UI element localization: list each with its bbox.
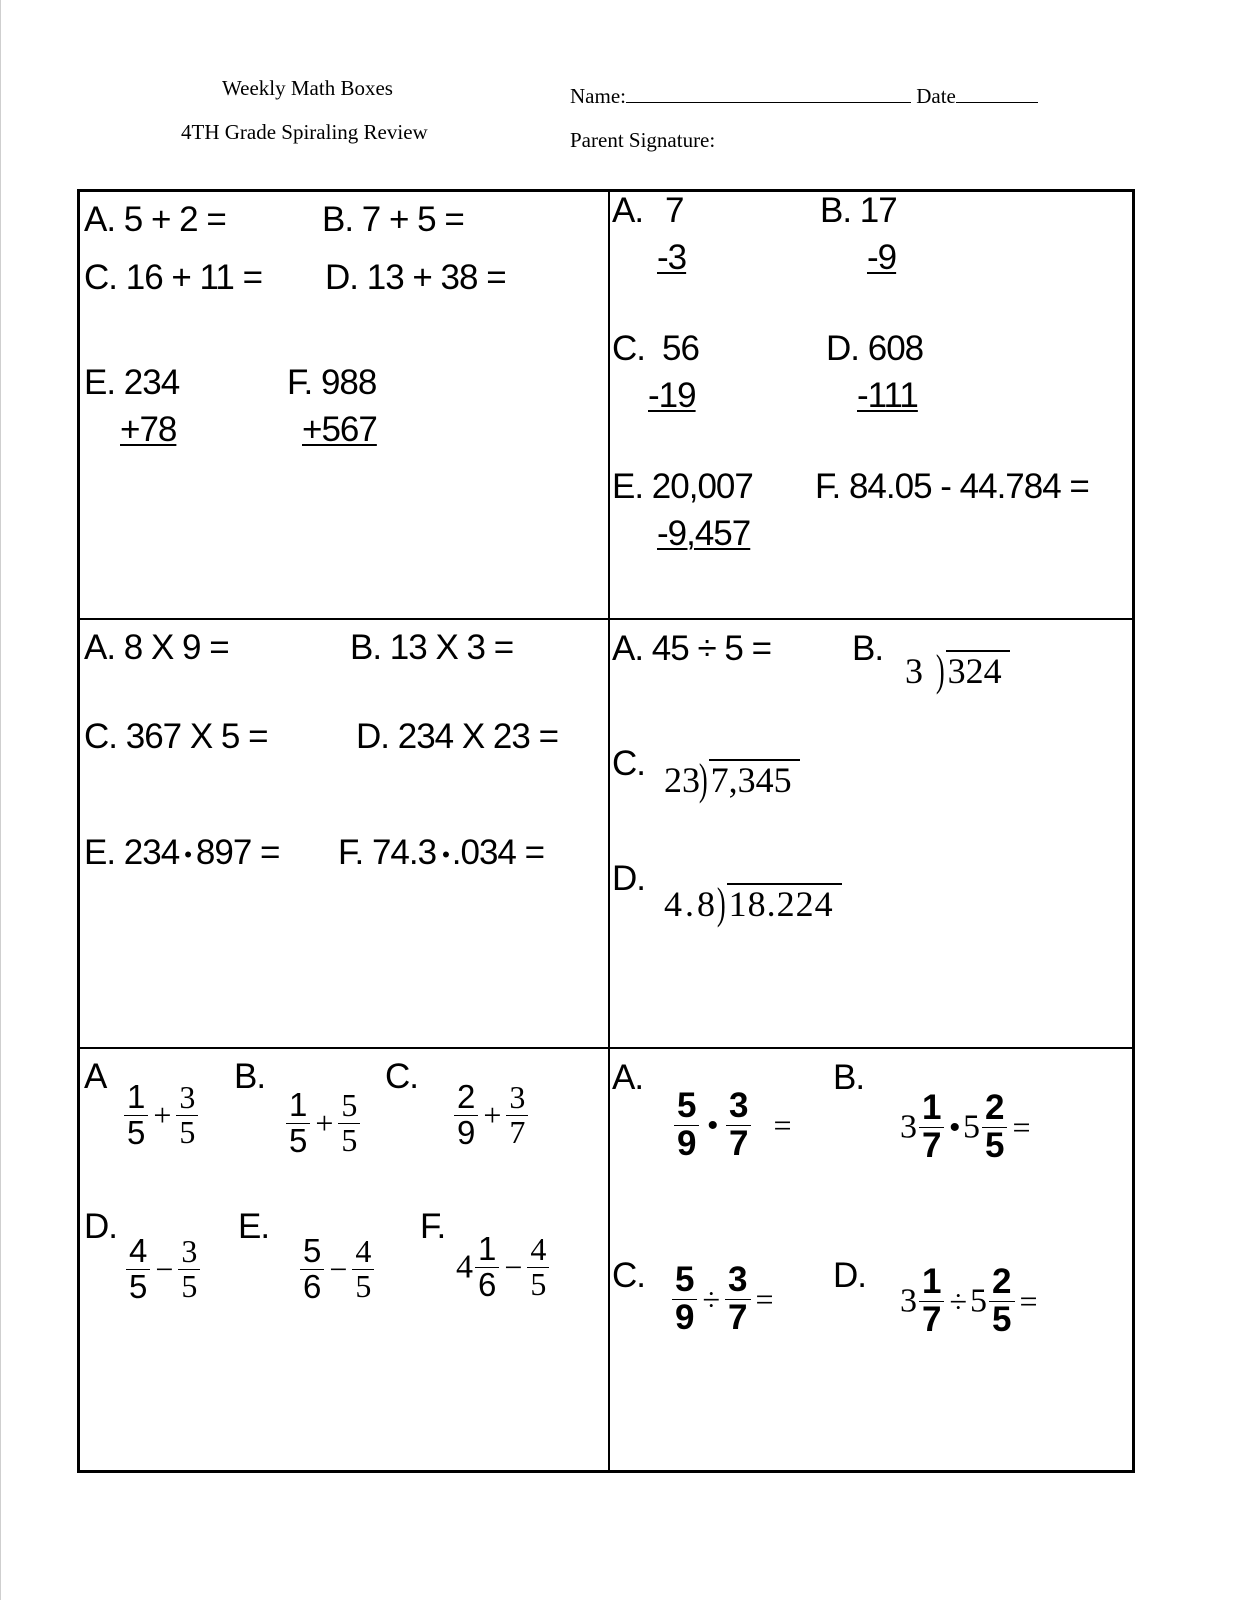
add-problem-f-bottom: +567 bbox=[302, 410, 377, 449]
fracmd-problem-a-label: A. bbox=[612, 1058, 644, 1097]
fraction bbox=[475, 1232, 499, 1303]
mult-problem-d: D. 234 X 23 = bbox=[356, 717, 559, 756]
fraction bbox=[126, 1234, 150, 1305]
equals-sign: = bbox=[1019, 1283, 1038, 1319]
numerator: 2 bbox=[992, 1262, 1012, 1301]
fraction bbox=[527, 1233, 549, 1302]
add-problem-c: C. 16 + 11 = bbox=[84, 258, 263, 297]
denominator: 9 bbox=[677, 1124, 697, 1164]
denominator: 5 bbox=[530, 1266, 547, 1303]
add-problem-a: A. 5 + 2 = bbox=[84, 200, 226, 239]
div-problem-d-divisor: 4.8 bbox=[664, 884, 718, 924]
div-problem-d-label: D. bbox=[612, 859, 645, 898]
numerator: 1 bbox=[922, 1262, 942, 1301]
frac-problem-d bbox=[124, 1234, 202, 1305]
fraction bbox=[124, 1080, 148, 1151]
numerator: 3 bbox=[728, 1086, 749, 1125]
denominator: 5 bbox=[355, 1268, 372, 1305]
fraction bbox=[300, 1234, 324, 1305]
numerator: 5 bbox=[677, 1086, 697, 1125]
sub-problem-d-top: D. 608 bbox=[826, 329, 924, 368]
div-problem-b-dividend: 324 bbox=[946, 650, 1010, 692]
div-problem-d bbox=[664, 879, 842, 928]
date-blank[interactable] bbox=[956, 84, 1038, 103]
sub-problem-a-top: 7 bbox=[665, 191, 684, 230]
minus-operator: − bbox=[155, 1250, 174, 1287]
add-problem-f-top: F. 988 bbox=[287, 363, 377, 402]
div-problem-c-divisor: 23 bbox=[664, 760, 700, 800]
dot-operator-icon: • bbox=[442, 841, 449, 867]
fracmd-problem-c-label: C. bbox=[612, 1256, 645, 1295]
sub-problem-e-top: E. 20,007 bbox=[612, 467, 753, 506]
numerator: 4 bbox=[530, 1231, 547, 1268]
numerator: 3 bbox=[179, 1079, 196, 1116]
frac-problem-f-label: F. bbox=[420, 1207, 446, 1246]
fraction bbox=[672, 1262, 697, 1337]
date-label: Date bbox=[916, 84, 956, 108]
frac-problem-b-label: B. bbox=[234, 1057, 266, 1096]
denominator: 5 bbox=[179, 1114, 196, 1151]
fraction bbox=[919, 1264, 944, 1339]
dot-operator-icon: • bbox=[949, 1110, 960, 1144]
whole-number: 4 bbox=[456, 1248, 473, 1286]
sub-problem-d-bottom: -111 bbox=[857, 376, 918, 415]
add-problem-b: B. 7 + 5 = bbox=[322, 200, 464, 239]
fraction bbox=[176, 1081, 198, 1150]
denominator: 6 bbox=[478, 1266, 497, 1304]
frac-problem-a-label: A bbox=[84, 1057, 107, 1096]
frac-problem-b bbox=[284, 1088, 362, 1159]
long-division-bracket-icon: ) bbox=[935, 646, 945, 695]
worksheet-subtitle: 4TH Grade Spiraling Review bbox=[181, 120, 428, 144]
long-division-bracket-icon: ) bbox=[716, 879, 726, 928]
equals-sign: = bbox=[755, 1281, 774, 1317]
divide-operator: ÷ bbox=[949, 1283, 968, 1319]
numerator: 5 bbox=[303, 1232, 322, 1269]
frac-problem-f bbox=[456, 1232, 551, 1303]
fraction bbox=[725, 1262, 750, 1337]
div-problem-d-dividend: 18.224 bbox=[727, 883, 842, 925]
numerator: 4 bbox=[129, 1232, 148, 1269]
denominator: 5 bbox=[341, 1122, 358, 1159]
parent-signature-label: Parent Signature: bbox=[570, 128, 716, 152]
sub-problem-c-bottom: -19 bbox=[648, 376, 696, 415]
plus-operator: + bbox=[483, 1096, 502, 1133]
sub-problem-f: F. 84.05 - 44.784 = bbox=[815, 467, 1089, 506]
fraction bbox=[726, 1088, 751, 1163]
numerator: 2 bbox=[984, 1088, 1005, 1127]
frac-problem-c bbox=[452, 1080, 530, 1151]
mult-problem-e-first: E. 234 bbox=[84, 833, 180, 872]
fraction bbox=[982, 1090, 1007, 1165]
add-problem-e-bottom: +78 bbox=[120, 410, 177, 449]
add-problem-d: D. 13 + 38 = bbox=[325, 258, 506, 297]
frac-problem-e bbox=[298, 1234, 376, 1305]
denominator: 5 bbox=[129, 1268, 148, 1306]
div-problem-a: A. 45 ÷ 5 = bbox=[612, 629, 772, 668]
fraction bbox=[506, 1081, 528, 1150]
sub-problem-b-top: B. 17 bbox=[820, 191, 897, 230]
whole-number: 5 bbox=[962, 1108, 980, 1146]
numerator: 1 bbox=[127, 1078, 146, 1115]
sub-problem-a-label: A. bbox=[612, 191, 644, 230]
page-edge bbox=[0, 0, 1, 1600]
mult-problem-e bbox=[84, 833, 279, 873]
numerator: 4 bbox=[355, 1233, 372, 1270]
fraction bbox=[286, 1088, 310, 1159]
denominator: 9 bbox=[675, 1298, 695, 1338]
frac-problem-c-label: C. bbox=[385, 1057, 418, 1096]
fraction bbox=[338, 1089, 360, 1158]
sub-problem-a-bottom: -3 bbox=[657, 238, 687, 277]
mult-problem-f-first: F. 74.3 bbox=[338, 833, 437, 872]
fraction bbox=[178, 1235, 200, 1304]
dot-operator-icon: • bbox=[707, 1108, 718, 1142]
minus-operator: − bbox=[504, 1248, 523, 1285]
long-division-bracket-icon: ) bbox=[698, 755, 708, 804]
frac-problem-e-label: E. bbox=[238, 1207, 270, 1246]
plus-operator: + bbox=[153, 1096, 172, 1133]
div-problem-c bbox=[664, 755, 800, 804]
denominator: 5 bbox=[181, 1268, 198, 1305]
add-problem-e-top: E. 234 bbox=[84, 363, 180, 402]
numerator: 2 bbox=[457, 1078, 476, 1115]
numerator: 1 bbox=[922, 1088, 942, 1127]
div-problem-b bbox=[905, 646, 1010, 695]
frac-problem-d-label: D. bbox=[84, 1207, 117, 1246]
mult-problem-f bbox=[338, 833, 544, 873]
numerator: 5 bbox=[341, 1087, 358, 1124]
numerator: 1 bbox=[289, 1086, 308, 1123]
mult-problem-c: C. 367 X 5 = bbox=[84, 717, 268, 756]
fraction bbox=[989, 1264, 1014, 1339]
numerator: 3 bbox=[728, 1260, 748, 1299]
sub-problem-c-top: 56 bbox=[662, 329, 699, 368]
numerator: 5 bbox=[675, 1260, 695, 1299]
denominator: 5 bbox=[984, 1126, 1005, 1166]
whole-number: 5 bbox=[970, 1282, 988, 1320]
minus-operator: − bbox=[329, 1250, 348, 1287]
equals-sign: = bbox=[773, 1107, 792, 1143]
mult-problem-e-second: 897 = bbox=[195, 833, 280, 872]
worksheet-title: Weekly Math Boxes bbox=[222, 76, 393, 100]
sub-problem-e-bottom: -9,457 bbox=[657, 514, 751, 553]
divide-operator: ÷ bbox=[702, 1281, 721, 1317]
fracmd-problem-b-label: B. bbox=[833, 1058, 865, 1097]
denominator: 7 bbox=[509, 1114, 526, 1151]
whole-number: 3 bbox=[900, 1282, 917, 1320]
whole-number: 3 bbox=[900, 1108, 917, 1146]
grid-divider-vertical bbox=[608, 192, 610, 1470]
numerator: 3 bbox=[181, 1233, 198, 1270]
grid-divider-row1 bbox=[80, 618, 1132, 620]
denominator: 5 bbox=[127, 1114, 146, 1152]
frac-problem-a bbox=[122, 1080, 200, 1151]
grid-divider-row2 bbox=[80, 1047, 1132, 1049]
denominator: 9 bbox=[457, 1114, 476, 1152]
denominator: 7 bbox=[922, 1300, 942, 1340]
fraction bbox=[919, 1090, 944, 1165]
div-problem-b-label: B. bbox=[852, 629, 884, 668]
sub-problem-b-bottom: -9 bbox=[867, 238, 897, 277]
fraction bbox=[454, 1080, 478, 1151]
div-problem-c-dividend: 7,345 bbox=[709, 759, 800, 801]
fracmd-problem-d bbox=[900, 1264, 1041, 1339]
denominator: 7 bbox=[922, 1126, 942, 1166]
sub-problem-c-label: C. bbox=[612, 329, 645, 368]
mult-problem-a: A. 8 X 9 = bbox=[84, 628, 229, 667]
div-problem-b-divisor: 3 bbox=[905, 651, 923, 691]
fracmd-problem-a bbox=[672, 1088, 795, 1163]
denominator: 5 bbox=[289, 1122, 308, 1160]
numerator: 3 bbox=[509, 1079, 526, 1116]
fracmd-problem-b bbox=[900, 1090, 1034, 1165]
plus-operator: + bbox=[315, 1104, 334, 1141]
denominator: 6 bbox=[303, 1268, 322, 1306]
name-line[interactable] bbox=[570, 84, 1038, 109]
equals-sign: = bbox=[1012, 1109, 1031, 1145]
mult-problem-b: B. 13 X 3 = bbox=[350, 628, 514, 667]
mult-problem-f-second: .034 = bbox=[451, 833, 545, 872]
denominator: 7 bbox=[728, 1124, 749, 1164]
name-label: Name: bbox=[570, 84, 626, 108]
denominator: 7 bbox=[728, 1298, 748, 1338]
fraction bbox=[352, 1235, 374, 1304]
fracmd-problem-c bbox=[670, 1262, 777, 1337]
fraction bbox=[674, 1088, 699, 1163]
denominator: 5 bbox=[992, 1300, 1012, 1340]
numerator: 1 bbox=[478, 1230, 497, 1267]
dot-operator-icon: • bbox=[184, 841, 191, 867]
div-problem-c-label: C. bbox=[612, 744, 645, 783]
name-blank[interactable] bbox=[626, 84, 911, 103]
fracmd-problem-d-label: D. bbox=[833, 1256, 866, 1295]
